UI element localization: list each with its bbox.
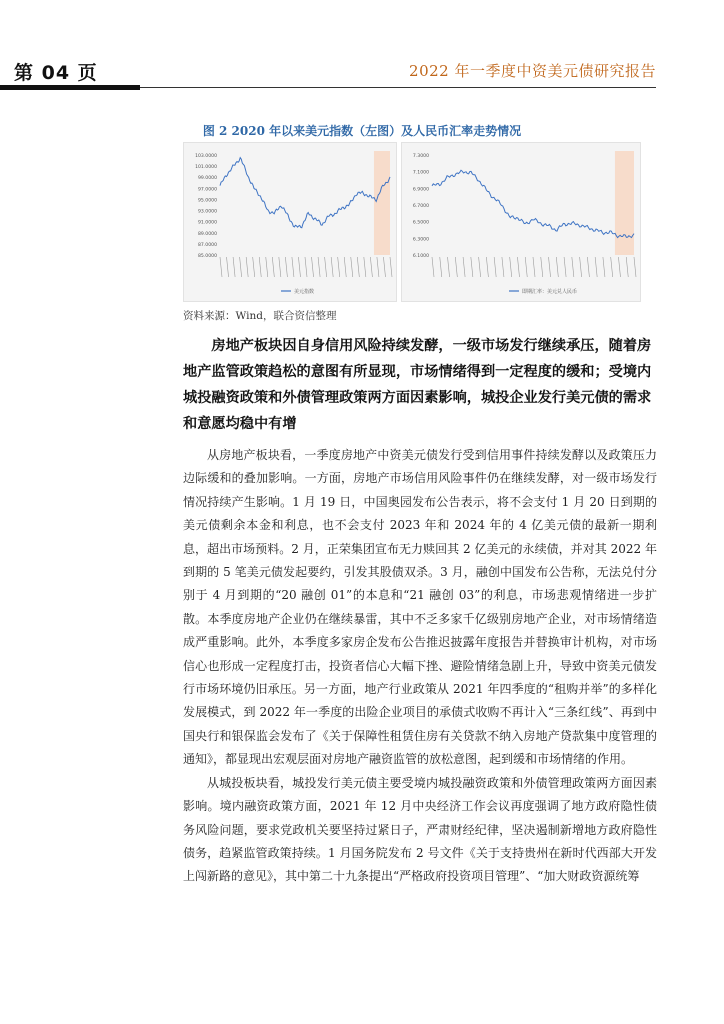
- rmb-rate-x-tick: [525, 257, 527, 277]
- rmb-rate-x-tick: [541, 257, 543, 277]
- rmb-rate-chart: [402, 143, 640, 301]
- body-text: [183, 444, 657, 889]
- dollar-index-x-tick: [357, 257, 359, 277]
- dollar-index-x-tick: [266, 257, 268, 277]
- dollar-index-x-tick: [390, 257, 392, 277]
- figure-source: 资料来源：Wind，联合资信整理: [183, 310, 337, 322]
- dollar-index-x-tick: [370, 257, 372, 277]
- dollar-index-x-tick: [285, 257, 287, 277]
- dollar-index-x-tick: [383, 257, 385, 277]
- rmb-rate-x-tick: [549, 257, 551, 277]
- rmb-rate-x-tick: [502, 257, 504, 277]
- rmb-rate-x-tick: [486, 257, 488, 277]
- figure-charts: [183, 142, 651, 302]
- dollar-index-y-tick-label: 101.0000: [195, 165, 217, 171]
- rmb-rate-legend-label: 即期汇率：美元兑人民币: [522, 289, 578, 295]
- dollar-index-shaded-period: [374, 151, 390, 255]
- rmb-rate-x-tick: [471, 257, 473, 277]
- report-title: 2022 年一季度中资美元债研究报告: [409, 62, 656, 80]
- dollar-index-x-tick: [312, 257, 314, 277]
- rmb-rate-x-tick: [494, 257, 496, 277]
- rmb-rate-x-tick: [432, 257, 434, 277]
- rmb-rate-y-tick-label: 7.1000: [412, 170, 429, 176]
- dollar-index-y-tick-label: 87.0000: [198, 242, 217, 248]
- dollar-index-series-line: [220, 158, 390, 228]
- dollar-index-x-tick: [259, 257, 261, 277]
- dollar-index-x-tick: [364, 257, 366, 277]
- rmb-rate-x-tick: [510, 257, 512, 277]
- dollar-index-y-tick-label: 93.0000: [198, 209, 217, 215]
- dollar-index-x-tick: [305, 257, 307, 277]
- page-header: [0, 58, 724, 98]
- rmb-rate-x-tick: [611, 257, 613, 277]
- dollar-index-y-tick-label: 97.0000: [198, 187, 217, 193]
- rmb-rate-x-tick: [634, 257, 636, 277]
- dollar-index-y-tick-label: 85.0000: [198, 254, 217, 259]
- dollar-index-y-tick-label: 99.0000: [198, 176, 217, 182]
- header-rule-thin: [140, 87, 656, 88]
- rmb-rate-x-tick: [595, 257, 597, 277]
- rmb-rate-x-tick: [463, 257, 465, 277]
- rmb-rate-y-tick-label: 6.9000: [412, 187, 429, 193]
- rmb-rate-chart-panel: [401, 142, 641, 302]
- paragraph-lgfv: 从城投板块看，城投发行美元债主要受境内城投融资政策和外债管理政策两方面因素影响。境内融资政策方面，2021 年 12 月中央经济工作会议再度强调了地方政府隐性债务风险问题，要求党政机关要坚持过紧日子，严肃财经纪律，坚决遏制新增地方政府隐性债务，趋紧监管政策持续。1 月国务院发布 2 号文件《关于支持贵州在新时代西部大开发上闯新路的意见》，其中第二十九条提出“严格政府投资项目管理”、“加大财政资源统筹: [183, 775, 657, 884]
- dollar-index-x-tick: [279, 257, 281, 277]
- rmb-rate-series-line: [432, 170, 634, 237]
- dollar-index-x-tick: [246, 257, 248, 277]
- rmb-rate-x-tick: [603, 257, 605, 277]
- rmb-rate-x-tick: [448, 257, 450, 277]
- rmb-rate-x-tick: [517, 257, 519, 277]
- dollar-index-y-tick-label: 103.0000: [195, 154, 217, 159]
- rmb-rate-y-tick-label: 6.7000: [412, 204, 429, 209]
- figure-title: 图 2 2020 年以来美元指数（左图）及人民币汇率走势情况: [202, 124, 522, 138]
- rmb-rate-x-tick: [533, 257, 535, 277]
- dollar-index-x-tick: [292, 257, 294, 277]
- rmb-rate-x-tick: [572, 257, 574, 277]
- section-heading: 房地产板块因自身信用风险持续发酵，一级市场发行继续承压，随着房地产监管政策趋松的意图有所显现，市场情绪得到一定程度的缓和；受境内城投融资政策和外债管理政策两方面因素影响，城投企业发行美元债的需求和意愿均稳中有增: [183, 338, 652, 432]
- rmb-rate-shaded-period: [615, 151, 634, 255]
- dollar-index-x-tick: [298, 257, 300, 277]
- dollar-index-x-tick: [318, 257, 320, 277]
- rmb-rate-y-tick-label: 6.1000: [412, 254, 429, 259]
- dollar-index-y-tick-label: 95.0000: [198, 198, 217, 204]
- dollar-index-x-tick: [338, 257, 340, 277]
- rmb-rate-y-tick-label: 6.3000: [412, 237, 429, 243]
- dollar-index-x-tick: [331, 257, 333, 277]
- rmb-rate-y-tick-label: 7.3000: [412, 154, 429, 159]
- dollar-index-x-tick: [344, 257, 346, 277]
- rmb-rate-x-tick: [587, 257, 589, 277]
- rmb-rate-x-tick: [455, 257, 457, 277]
- dollar-index-x-tick: [272, 257, 274, 277]
- rmb-rate-x-tick: [479, 257, 481, 277]
- dollar-index-y-tick-label: 89.0000: [198, 231, 217, 237]
- paragraph-real-estate: 从房地产板块看，一季度房地产中资美元债发行受到信用事件持续发酵以及政策压力边际缓和的叠加影响。一方面，房地产市场信用风险事件仍在继续发酵，对一级市场发行情况持续产生影响。1 月 19 日，中国奥园发布公告表示，将不会支付 1 月 20 日到期的美元债剩余本金和利息，也不会支付 2023 年和 2024 年的 4 亿美元债的最新一期利息，超出市场预料。2 月，正荣集团宣布无力赎回其 2 亿美元的永续债，并对其 2022 年到期的 5 笔美元债发起要约，引发其股债双杀。3 月，融创中国发布公告称，无法兑付分别于 4 月到期的“20 融创 01”的本息和“21 融创 03”的利息，市场悲观情绪进一步扩散。本季度房地产企业仍在继续暴雷，其中不乏多家千亿级别房地产企业，对市场情绪造成严重影响。此外，本季度多家房企发布公告推迟披露年度报告并替换审计机构，对市场信心也形成一定程度打击，投资者信心大幅下挫、避险情绪急剧上升，导致中资美元债发行市场环境仍旧承压。另一方面，地产行业政策从 2021 年四季度的“租购并举”的多样化发展模式，到 2022 年一季度的出险企业项目的承债式收购不再计入“三条红线”、再到中国央行和银保监会发布了《关于保障性租赁住房有关贷款不纳入房地产贷款集中度管理的通知》，都显现出宏观层面对房地产融资监管的放松意图，起到缓和市场情绪的作用。: [183, 448, 657, 767]
- dollar-index-x-tick: [377, 257, 379, 277]
- rmb-rate-x-tick: [556, 257, 558, 277]
- rmb-rate-y-tick-label: 6.5000: [412, 220, 429, 226]
- dollar-index-x-tick: [233, 257, 235, 277]
- dollar-index-chart: [184, 143, 396, 301]
- header-rule-thick: [0, 85, 140, 90]
- rmb-rate-x-tick: [618, 257, 620, 277]
- dollar-index-x-tick: [240, 257, 242, 277]
- dollar-index-y-tick-label: 91.0000: [198, 220, 217, 226]
- dollar-index-x-tick: [227, 257, 229, 277]
- rmb-rate-x-tick: [440, 257, 442, 277]
- dollar-index-legend-label: 美元指数: [294, 289, 315, 295]
- rmb-rate-x-tick: [626, 257, 628, 277]
- rmb-rate-x-tick: [580, 257, 582, 277]
- dollar-index-x-tick: [253, 257, 255, 277]
- page-number: 第 04 页: [14, 62, 98, 84]
- dollar-index-x-tick: [220, 257, 222, 277]
- dollar-index-x-tick: [351, 257, 353, 277]
- dollar-index-x-tick: [325, 257, 327, 277]
- dollar-index-chart-panel: [183, 142, 397, 302]
- rmb-rate-x-tick: [564, 257, 566, 277]
